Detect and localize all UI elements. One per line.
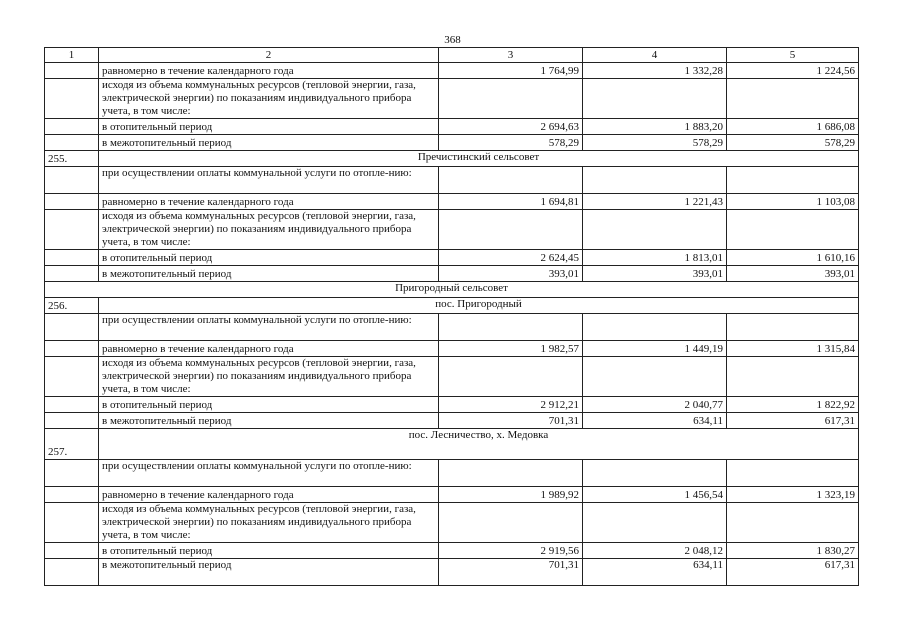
value-col-4: [583, 314, 727, 341]
value-col-5: [727, 460, 859, 487]
value-col-4: 2 048,12: [583, 543, 727, 559]
table-row: [45, 314, 859, 341]
value-col-3: 2 694,63: [439, 119, 583, 135]
table-row: [45, 503, 859, 543]
row-label: при осуществлении оплаты коммунальной услуги по отопле-нию:: [99, 167, 439, 194]
value-col-3: 701,31: [439, 559, 583, 586]
row-index: [45, 167, 99, 194]
row-label: при осуществлении оплаты коммунальной услуги по отопле-нию:: [99, 314, 439, 341]
value-col-4: 1 221,43: [583, 194, 727, 210]
column-header-1: 1: [45, 48, 99, 63]
table-row: [45, 559, 859, 586]
value-col-3: [439, 503, 583, 543]
value-col-5: [727, 210, 859, 250]
table-header-row: [45, 48, 859, 63]
value-col-4: [583, 357, 727, 397]
value-col-5: 1 224,56: [727, 63, 859, 79]
value-col-5: [727, 503, 859, 543]
row-index: [45, 63, 99, 79]
section-row: [45, 151, 859, 167]
row-index: [45, 341, 99, 357]
table-row: [45, 487, 859, 503]
district-heading: Пригородный сельсовет: [45, 282, 859, 298]
value-col-5: [727, 314, 859, 341]
table-row: [45, 357, 859, 397]
table-row: [45, 79, 859, 119]
column-header-3: 3: [439, 48, 583, 63]
value-col-4: 393,01: [583, 266, 727, 282]
value-col-5: 1 323,19: [727, 487, 859, 503]
section-row: [45, 298, 859, 314]
value-col-3: [439, 210, 583, 250]
row-index: [45, 460, 99, 487]
row-label: в отопительный период: [99, 543, 439, 559]
value-col-3: 1 982,57: [439, 341, 583, 357]
table-row: [45, 119, 859, 135]
column-header-4: 4: [583, 48, 727, 63]
table-row: [45, 167, 859, 194]
value-col-4: 1 883,20: [583, 119, 727, 135]
row-index: [45, 250, 99, 266]
table-row: [45, 543, 859, 559]
value-col-5: [727, 79, 859, 119]
column-header-5: 5: [727, 48, 859, 63]
column-header-2: 2: [99, 48, 439, 63]
row-label: равномерно в течение календарного года: [99, 341, 439, 357]
row-label: в межотопительный период: [99, 413, 439, 429]
table-row: [45, 460, 859, 487]
page-number: 368: [444, 34, 461, 46]
row-index: [45, 357, 99, 397]
value-col-4: 1 456,54: [583, 487, 727, 503]
section-index: 255.: [45, 151, 99, 167]
row-index: [45, 559, 99, 586]
row-label: равномерно в течение календарного года: [99, 487, 439, 503]
section-index: 256.: [45, 298, 99, 314]
value-col-3: 1 989,92: [439, 487, 583, 503]
row-label: равномерно в течение календарного года: [99, 194, 439, 210]
value-col-3: [439, 79, 583, 119]
row-label: исходя из объема коммунальных ресурсов (тепловой энергии, газа, электрической энергии) по показаниям индивидуального прибора учета, в том числе:: [99, 503, 439, 543]
section-index: 257.: [45, 429, 99, 460]
value-col-3: [439, 357, 583, 397]
value-col-4: 634,11: [583, 413, 727, 429]
value-col-4: 1 449,19: [583, 341, 727, 357]
value-col-3: 1 694,81: [439, 194, 583, 210]
value-col-3: 2 919,56: [439, 543, 583, 559]
row-label: в отопительный период: [99, 397, 439, 413]
tariff-table: [44, 47, 859, 586]
row-index: [45, 266, 99, 282]
section-row: [45, 429, 859, 460]
value-col-5: 617,31: [727, 413, 859, 429]
row-index: [45, 135, 99, 151]
value-col-5: 393,01: [727, 266, 859, 282]
value-col-5: 617,31: [727, 559, 859, 586]
section-title: пос. Лесничество, х. Медовка: [99, 429, 859, 460]
value-col-3: 578,29: [439, 135, 583, 151]
table-row: [45, 210, 859, 250]
value-col-5: 1 830,27: [727, 543, 859, 559]
row-label: в отопительный период: [99, 119, 439, 135]
value-col-3: [439, 460, 583, 487]
row-index: [45, 194, 99, 210]
value-col-4: [583, 210, 727, 250]
value-col-3: 2 912,21: [439, 397, 583, 413]
value-col-4: 1 813,01: [583, 250, 727, 266]
table-row: [45, 341, 859, 357]
table-row: [45, 194, 859, 210]
value-col-4: [583, 503, 727, 543]
row-label: равномерно в течение календарного года: [99, 63, 439, 79]
table-row: [45, 413, 859, 429]
table-row: [45, 250, 859, 266]
value-col-5: 578,29: [727, 135, 859, 151]
row-label: в межотопительный период: [99, 266, 439, 282]
value-col-5: [727, 167, 859, 194]
row-label: в межотопительный период: [99, 559, 439, 586]
value-col-3: [439, 167, 583, 194]
value-col-3: 2 624,45: [439, 250, 583, 266]
section-title: пос. Пригородный: [99, 298, 859, 314]
row-index: [45, 487, 99, 503]
value-col-3: 1 764,99: [439, 63, 583, 79]
value-col-3: 701,31: [439, 413, 583, 429]
value-col-4: [583, 79, 727, 119]
row-index: [45, 119, 99, 135]
row-index: [45, 79, 99, 119]
value-col-4: 634,11: [583, 559, 727, 586]
row-index: [45, 413, 99, 429]
value-col-5: 1 103,08: [727, 194, 859, 210]
row-index: [45, 210, 99, 250]
row-label: исходя из объема коммунальных ресурсов (тепловой энергии, газа, электрической энергии) по показаниям индивидуального прибора учета, в том числе:: [99, 357, 439, 397]
value-col-5: 1 686,08: [727, 119, 859, 135]
value-col-4: [583, 460, 727, 487]
table-row: [45, 135, 859, 151]
value-col-4: [583, 167, 727, 194]
section-title: Пречистинский сельсовет: [99, 151, 859, 167]
value-col-4: 1 332,28: [583, 63, 727, 79]
value-col-5: 1 610,16: [727, 250, 859, 266]
value-col-4: 2 040,77: [583, 397, 727, 413]
value-col-3: [439, 314, 583, 341]
row-label: в отопительный период: [99, 250, 439, 266]
table-row: [45, 63, 859, 79]
row-label: исходя из объема коммунальных ресурсов (тепловой энергии, газа, электрической энергии) по показаниям индивидуального прибора учета, в том числе:: [99, 79, 439, 119]
value-col-4: 578,29: [583, 135, 727, 151]
row-index: [45, 543, 99, 559]
row-index: [45, 314, 99, 341]
table-row: [45, 397, 859, 413]
value-col-3: 393,01: [439, 266, 583, 282]
row-label: в межотопительный период: [99, 135, 439, 151]
row-index: [45, 397, 99, 413]
value-col-5: [727, 357, 859, 397]
heading-row: [45, 282, 859, 298]
value-col-5: 1 315,84: [727, 341, 859, 357]
row-label: исходя из объема коммунальных ресурсов (тепловой энергии, газа, электрической энергии) по показаниям индивидуального прибора учета, в том числе:: [99, 210, 439, 250]
row-label: при осуществлении оплаты коммунальной услуги по отопле-нию:: [99, 460, 439, 487]
row-index: [45, 503, 99, 543]
value-col-5: 1 822,92: [727, 397, 859, 413]
table-row: [45, 266, 859, 282]
